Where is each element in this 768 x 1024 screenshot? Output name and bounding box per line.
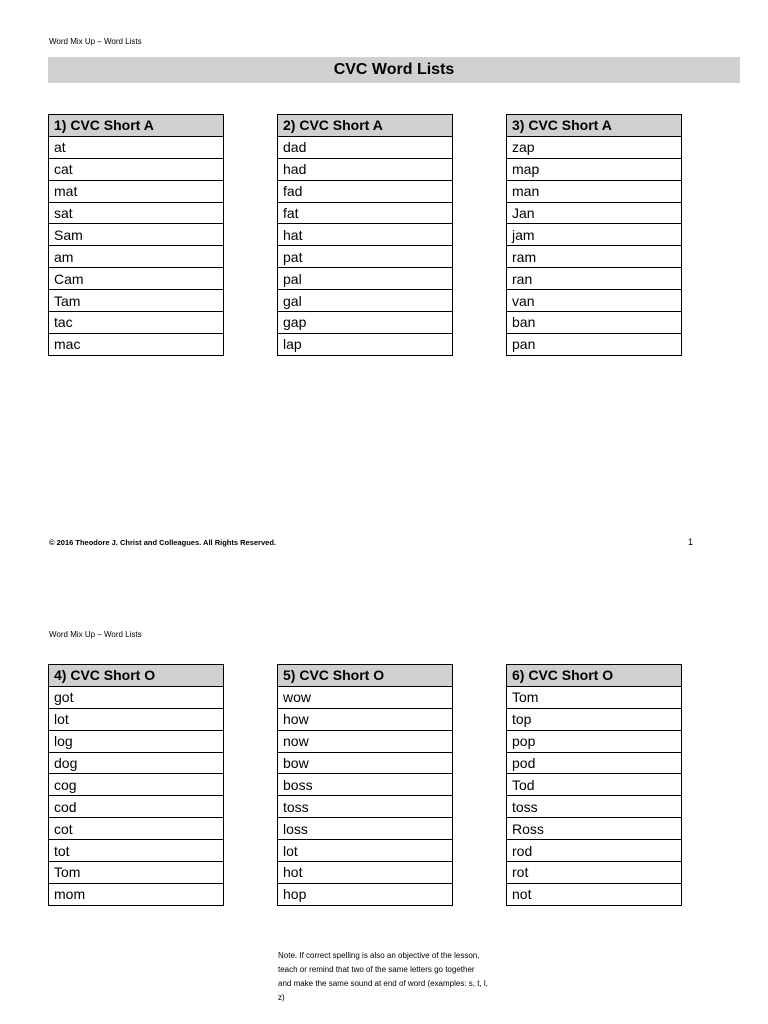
word-cell: sat: [49, 202, 224, 224]
table-row: [278, 312, 453, 334]
table-row: [49, 752, 224, 774]
word-list-table: [48, 114, 224, 356]
word-cell: how: [278, 708, 453, 730]
table-row: [507, 202, 682, 224]
word-cell: cog: [49, 774, 224, 796]
word-cell: lap: [278, 333, 453, 355]
word-cell: dog: [49, 752, 224, 774]
table-row: [278, 268, 453, 290]
word-cell: van: [507, 290, 682, 312]
table-row: [49, 796, 224, 818]
table-row: [507, 730, 682, 752]
table-row: [278, 202, 453, 224]
word-cell: fad: [278, 180, 453, 202]
word-cell: lot: [278, 840, 453, 862]
table-row: [507, 862, 682, 884]
word-cell: pal: [278, 268, 453, 290]
table-row: [507, 333, 682, 355]
word-cell: loss: [278, 818, 453, 840]
word-cell: gap: [278, 312, 453, 334]
table-row: [49, 180, 224, 202]
table-row: [49, 333, 224, 355]
word-cell: Tom: [507, 686, 682, 708]
word-cell: mom: [49, 883, 224, 905]
table-row: [278, 224, 453, 246]
word-cell: bow: [278, 752, 453, 774]
word-list-table: [506, 114, 682, 356]
word-cell: hop: [278, 883, 453, 905]
word-cell: Jan: [507, 202, 682, 224]
word-cell: Tam: [49, 290, 224, 312]
table-row: [49, 862, 224, 884]
table-row: [507, 840, 682, 862]
word-cell: ban: [507, 312, 682, 334]
word-cell: cot: [49, 818, 224, 840]
page-number: 1: [688, 537, 694, 547]
table-row: [507, 818, 682, 840]
table-row: [49, 883, 224, 905]
table-row: [49, 730, 224, 752]
word-cell: Tod: [507, 774, 682, 796]
word-cell: had: [278, 158, 453, 180]
table-row: [49, 818, 224, 840]
word-cell: hat: [278, 224, 453, 246]
table-row: [278, 862, 453, 884]
word-list-table: [48, 664, 224, 906]
table-row: [278, 774, 453, 796]
word-cell: wow: [278, 686, 453, 708]
word-cell: hot: [278, 862, 453, 884]
table-row: [49, 268, 224, 290]
table-row: [507, 883, 682, 905]
table-row: [507, 290, 682, 312]
word-cell: am: [49, 246, 224, 268]
list-title: 1) CVC Short A: [49, 115, 224, 137]
table-row: [49, 686, 224, 708]
table-row: [278, 796, 453, 818]
word-cell: lot: [49, 708, 224, 730]
word-list-table: [506, 664, 682, 906]
list-title: 2) CVC Short A: [278, 115, 453, 137]
table-row: [278, 180, 453, 202]
word-cell: at: [49, 136, 224, 158]
page-title: CVC Word Lists: [48, 57, 740, 83]
page-header: Word Mix Up – Word Lists: [49, 630, 142, 639]
table-row: [507, 686, 682, 708]
word-list-table: [277, 664, 453, 906]
word-cell: rod: [507, 840, 682, 862]
table-row: [49, 312, 224, 334]
word-cell: rot: [507, 862, 682, 884]
table-row: [507, 224, 682, 246]
table-row: [278, 158, 453, 180]
table-row: [507, 268, 682, 290]
word-cell: mat: [49, 180, 224, 202]
word-cell: tac: [49, 312, 224, 334]
word-cell: log: [49, 730, 224, 752]
word-cell: gal: [278, 290, 453, 312]
word-cell: Sam: [49, 224, 224, 246]
word-cell: tot: [49, 840, 224, 862]
table-row: [49, 246, 224, 268]
word-cell: pan: [507, 333, 682, 355]
table-row: [278, 136, 453, 158]
table-row: [49, 202, 224, 224]
table-row: [278, 246, 453, 268]
word-cell: now: [278, 730, 453, 752]
table-row: [507, 708, 682, 730]
table-row: [49, 774, 224, 796]
table-row: [507, 180, 682, 202]
word-cell: cat: [49, 158, 224, 180]
word-list-table: [277, 114, 453, 356]
table-row: [507, 774, 682, 796]
table-row: [49, 136, 224, 158]
table-row: [278, 708, 453, 730]
word-cell: got: [49, 686, 224, 708]
word-cell: ram: [507, 246, 682, 268]
word-cell: Ross: [507, 818, 682, 840]
table-row: [278, 883, 453, 905]
word-cell: ran: [507, 268, 682, 290]
table-row: [278, 752, 453, 774]
table-row: [49, 158, 224, 180]
word-cell: Cam: [49, 268, 224, 290]
list-title: 4) CVC Short O: [49, 665, 224, 687]
word-cell: jam: [507, 224, 682, 246]
word-cell: toss: [507, 796, 682, 818]
list-title: 6) CVC Short O: [507, 665, 682, 687]
table-row: [507, 246, 682, 268]
page-header: Word Mix Up – Word Lists: [49, 37, 142, 46]
word-cell: fat: [278, 202, 453, 224]
word-cell: pop: [507, 730, 682, 752]
word-cell: boss: [278, 774, 453, 796]
table-row: [278, 840, 453, 862]
spelling-note: Note. If correct spelling is also an objective of the lesson, teach or remind that two of the same letters go together and make the same sound at end of word (examples: s, t, l, z): [278, 951, 488, 1002]
table-row: [507, 136, 682, 158]
table-row: [278, 730, 453, 752]
word-cell: not: [507, 883, 682, 905]
word-cell: pat: [278, 246, 453, 268]
copyright-footer: © 2016 Theodore J. Christ and Colleagues. All Rights Reserved.: [49, 538, 276, 547]
table-row: [49, 708, 224, 730]
table-row: [507, 752, 682, 774]
word-cell: mac: [49, 333, 224, 355]
word-cell: top: [507, 708, 682, 730]
word-cell: toss: [278, 796, 453, 818]
table-row: [278, 818, 453, 840]
table-row: [49, 224, 224, 246]
table-row: [49, 840, 224, 862]
table-row: [278, 290, 453, 312]
word-cell: pod: [507, 752, 682, 774]
list-title: 5) CVC Short O: [278, 665, 453, 687]
table-row: [278, 333, 453, 355]
table-row: [507, 796, 682, 818]
table-row: [507, 158, 682, 180]
word-cell: Tom: [49, 862, 224, 884]
word-cell: map: [507, 158, 682, 180]
list-title: 3) CVC Short A: [507, 115, 682, 137]
table-row: [49, 290, 224, 312]
table-row: [507, 312, 682, 334]
word-cell: man: [507, 180, 682, 202]
word-cell: zap: [507, 136, 682, 158]
word-cell: cod: [49, 796, 224, 818]
table-row: [278, 686, 453, 708]
word-cell: dad: [278, 136, 453, 158]
